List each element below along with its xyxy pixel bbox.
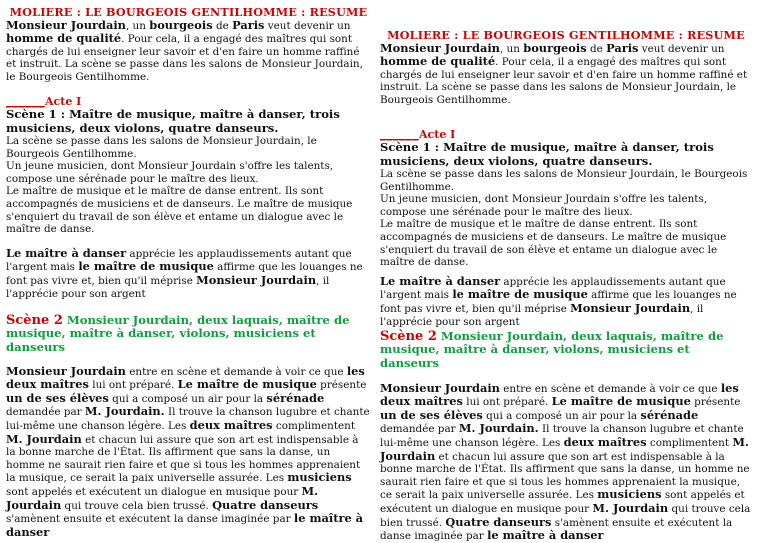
scene2-heading-copy: Scène 2 Monsieur Jourdain, deux laquais, maître de musique, maître à danser, violons, musiciens et danseurs bbox=[380, 329, 724, 370]
scene1-paragraph-4: Le maître à danser apprécie les applaudissements autant que l'argent mais le maître de musique affirme que les louanges ne font pas vivre et, bien qu'il méprise Monsieur Jourdain, il l'apprécie pour son argent bbox=[6, 245, 363, 300]
intro-paragraph-copy: Monsieur Jourdain, un bourgeois de Paris veut devenir un homme de qualité. Pour cela, il a engagé des maîtres qui sont chargés de lui enseigner leur savoir et d'en faire un homme raffiné et instruit. La scène se passe dans les salons de Monsieur Jourdain, le Bourgeois Gentilhomme. bbox=[380, 40, 748, 106]
right-column bbox=[380, 29, 752, 543]
document-title-copy: MOLIERE : LE BOURGEOIS GENTILHOMME : RESUME bbox=[387, 28, 745, 42]
scene1-paragraph-1: La scène se passe dans les salons de Monsieur Jourdain, le Bourgeois Gentilhomme. bbox=[6, 134, 317, 160]
act-heading: ______Acte I bbox=[6, 94, 82, 108]
intro-paragraph: Monsieur Jourdain, un bourgeois de Paris veut devenir un homme de qualité. Pour cela, il a engagé des maîtres qui sont chargés de lui enseigner leur savoir et d'en faire un homme raffiné et instruit. La scène se passe dans les salons de Monsieur Jourdain, le Bourgeois Gentilhomme. bbox=[6, 17, 363, 83]
scene1-heading-copy: Scène 1 : Maître de musique, maître à danser, trois musiciens, deux violons, quatre danseurs. bbox=[380, 140, 714, 168]
scene1-paragraph-2-copy: Un jeune musicien, dont Monsieur Jourdain s'offre les talents, compose une sérénade pour le maître des lieux. bbox=[380, 193, 708, 218]
left-column bbox=[6, 6, 371, 539]
scene2-paragraph-copy: Monsieur Jourdain entre en scène et demande à voir ce que les deux maîtres lui ont préparé. Le maître de musique présente un de ses élèves qui a composé un air pour la sérénade demandée par M. Jourdain. Il trouve la chanson lugubre et chante lui-même une chanson légère. Les deux maîtres complimentent M. Jourdain et chacun lui assure que son art est indispensable à la bonne marche de l'État. Ils affirment que sans la danse, un homme ne saurait rien faire et que si tous les hommes apprenaient la musique, ce serait la paix universelle assurée. Les musiciens sont appelés et exécutent un dialogue en musique pour M. Jourdain qui trouve cela bien trussé. Quatre danseurs s'amènent ensuite et exécutent la danse imaginée par le maître à danser bbox=[380, 380, 751, 543]
scene2-heading: Scène 2 Monsieur Jourdain, deux laquais, maître de musique, maître à danser, violons, musiciens et danseurs bbox=[6, 313, 350, 354]
scene1-paragraph-4-copy: Le maître à danser apprécie les applaudissements autant que l'argent mais le maître de musique affirme que les louanges ne font pas vivre et, bien qu'il méprise Monsieur Jourdain, il l'apprécie pour son argent bbox=[380, 273, 737, 328]
scene1-paragraph-2: Un jeune musicien, dont Monsieur Jourdain s'offre les talents, compose une sérénade pour le maître des lieux. bbox=[6, 160, 334, 185]
scene1-paragraph-3-copy: Le maître de musique et le maître de danse entrent. Ils sont accompagnés de musiciens et de danseurs. Le maître de musique s'enquiert du travail de son élève et entame un dialogue avec le maître de danse. bbox=[380, 218, 727, 269]
scene1-paragraph-1-copy: La scène se passe dans les salons de Monsieur Jourdain, le Bourgeois Gentilhomme. bbox=[380, 167, 748, 193]
document-title: MOLIERE : LE BOURGEOIS GENTILHOMME : RESUME bbox=[9, 5, 368, 19]
scene2-paragraph: Monsieur Jourdain entre en scène et demande à voir ce que les deux maîtres lui ont préparé. Le maître de musique présente un de ses élèves qui a composé un air pour la sérénade demandée par M. Jourdain. Il trouve la chanson lugubre et chante lui-même une chanson légère. Les deux maîtres complimentent M. Jourdain et chacun lui assure que son art est indispensable à la bonne marche de l'État. Ils affirment que sans la danse, un homme ne saurait rien faire et que si tous les hommes apprenaient la musique, ce serait la paix universelle assurée. Les musiciens sont appelés et exécutent un dialogue en musique pour M. Jourdain qui trouve cela bien trussé. Quatre danseurs s'amènent ensuite et exécutent la danse imaginée par le maître à danser bbox=[6, 363, 370, 539]
act-heading-copy: ______Acte I bbox=[380, 127, 456, 141]
scene1-paragraph-3: Le maître de musique et le maître de danse entrent. Ils sont accompagnés de musiciens et de danseurs. Le maître de musique s'enquiert du travail de son élève et entame un dialogue avec le maître de danse. bbox=[6, 185, 353, 236]
scene1-heading: Scène 1 : Maître de musique, maître à danser, trois musiciens, deux violons, quatre danseurs. bbox=[6, 107, 340, 135]
